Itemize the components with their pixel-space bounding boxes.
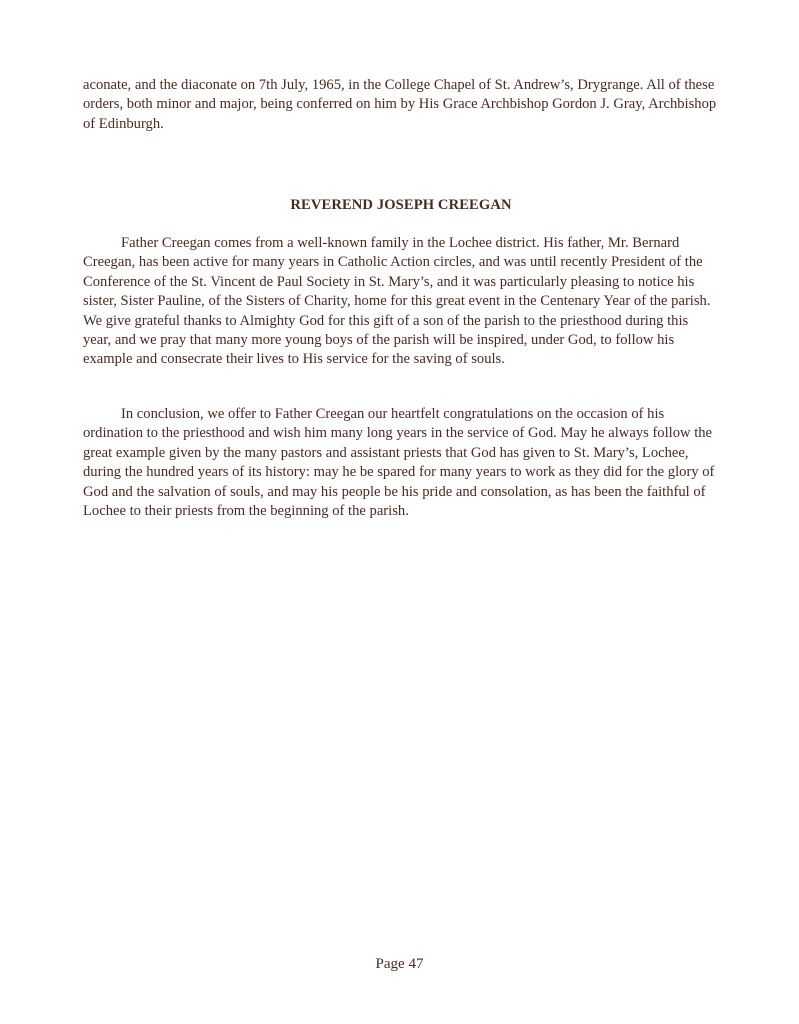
paragraph-family: Father Creegan comes from a well-known family in the Lochee district. His father, Mr. Bernard Creegan, has been active for many years in Catholic Action circles, and was until recently President of the Conference of the St. Vincent de Paul Society in St. Mary’s, and it was particularly pleasing to notice his sister, Sister Pauline, of the Sisters of Charity, home for this great event in the Centenary Year of the parish. We give grateful thanks to Almighty God for this gift of a son of the parish to the priesthood during this year, and we pray that many more young boys of the parish will be inspired, under God, to follow his example and consecrate their lives to His service for the saving of souls. (83, 235, 711, 368)
section-heading: REVEREND JOSEPH CREEGAN (290, 197, 512, 213)
page-number: Page 47 (375, 956, 424, 972)
paragraph-conclusion: In conclusion, we offer to Father Creegan our heartfelt congratulations on the occasion of his ordination to the priesthood and wish him many long years in the service of God. May he always follow the great example given by the many pastors and assistant priests that God has given to St. Mary’s, Lochee, during the hundred years of its history: may he be spared for many years to work as they did for the glory of God and the salvation of souls, and may his people be his pride and consolation, as has been the faithful of Lochee to their priests from the beginning of the parish. (83, 406, 715, 520)
continued-paragraph: aconate, and the diaconate on 7th July, 1965, in the College Chapel of St. Andrew’s, Drygrange. All of these orders, both minor and major, being conferred on him by His Grace Archbishop Gordon J. Gray, Archbishop of Edinburgh. (83, 77, 717, 132)
